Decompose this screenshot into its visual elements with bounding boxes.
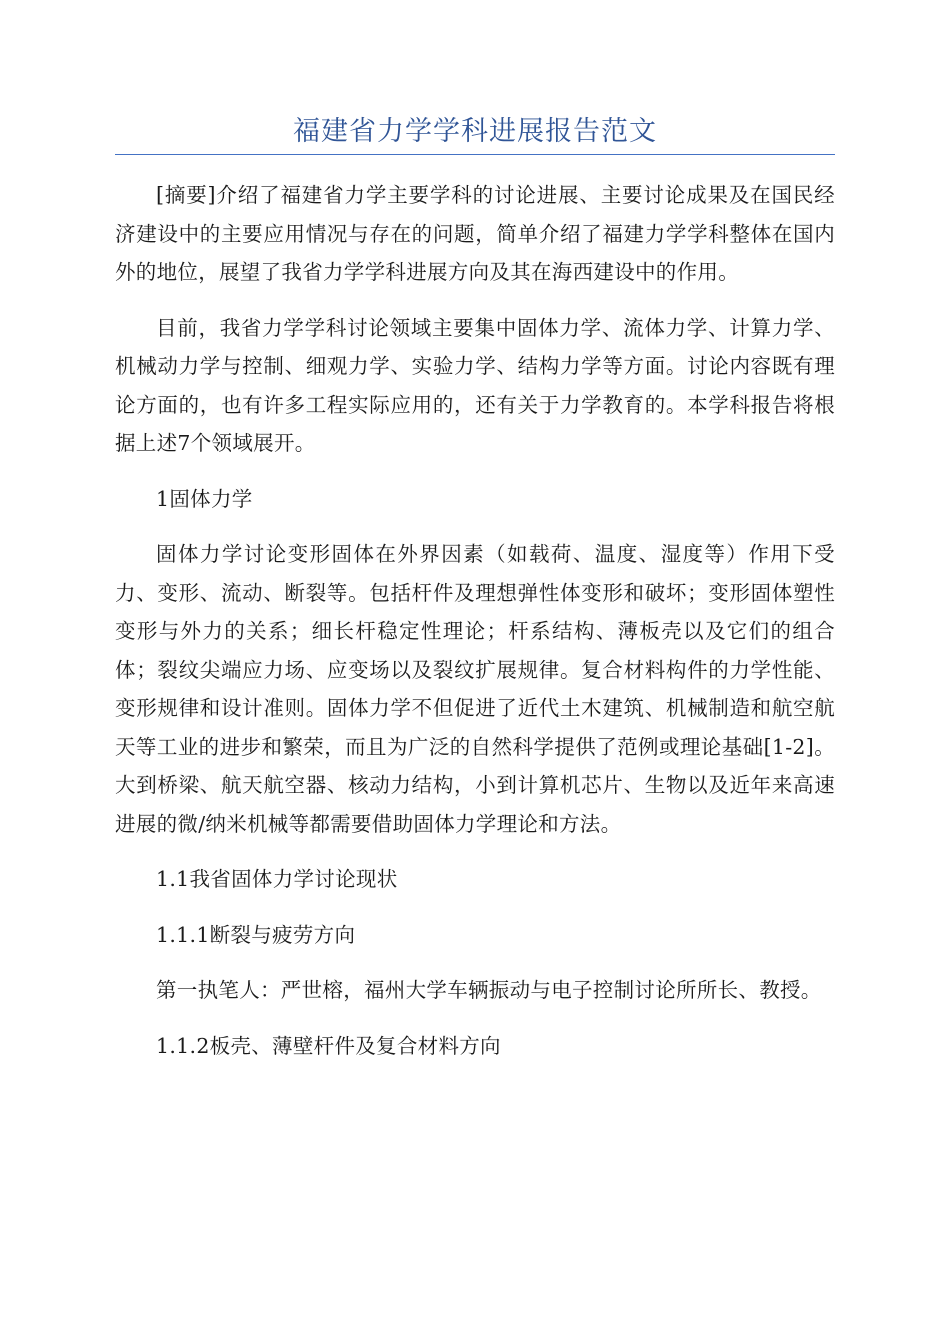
document-body	[115, 176, 835, 1082]
abstract-paragraph: [摘要]介绍了福建省力学主要学科的讨论进展、主要讨论成果及在国民经济建设中的主要应用情况与存在的问题，简单介绍了福建力学学科整体在国内外的地位，展望了我省力学学科进展方向及其在海西建设中的作用。	[115, 183, 835, 284]
solid-mechanics-paragraph: 固体力学讨论变形固体在外界因素（如载荷、温度、湿度等）作用下受力、变形、流动、断裂等。包括杆件及理想弹性体变形和破坏；变形固体塑性变形与外力的关系；细长杆稳定性理论；杆系结构、薄板壳以及它们的组合体；裂纹尖端应力场、应变场以及裂纹扩展规律。复合材料构件的力学性能、变形规律和设计准则。固体力学不但促进了近代土木建筑、机械制造和航空航天等工业的进步和繁荣，而且为广泛的自然科学提供了范例或理论基础[1-2]。大到桥梁、航天航空器、核动力结构，小到计算机芯片、生物以及近年来高速进展的微/纳米机械等都需要借助固体力学理论和方法。	[115, 542, 835, 836]
author-paragraph: 第一执笔人：严世榕，福州大学车辆振动与电子控制讨论所所长、教授。	[156, 978, 822, 1002]
document-title: 福建省力学学科进展报告范文	[293, 116, 657, 147]
subsection-heading-status: 1.1我省固体力学讨论现状	[156, 867, 398, 891]
title-underline	[115, 154, 835, 155]
intro-paragraph: 目前，我省力学学科讨论领域主要集中固体力学、流体力学、计算力学、机械动力学与控制、细观力学、实验力学、结构力学等方面。讨论内容既有理论方面的，也有许多工程实际应用的，还有关于力学教育的。本学科报告将根据上述7个领域展开。	[115, 315, 835, 455]
section-heading-solid-mechanics: 1固体力学	[156, 486, 253, 511]
subsubsection-heading-fracture: 1.1.1断裂与疲劳方向	[156, 922, 356, 947]
subsubsection-heading-plates: 1.1.2板壳、薄壁杆件及复合材料方向	[156, 1033, 501, 1058]
